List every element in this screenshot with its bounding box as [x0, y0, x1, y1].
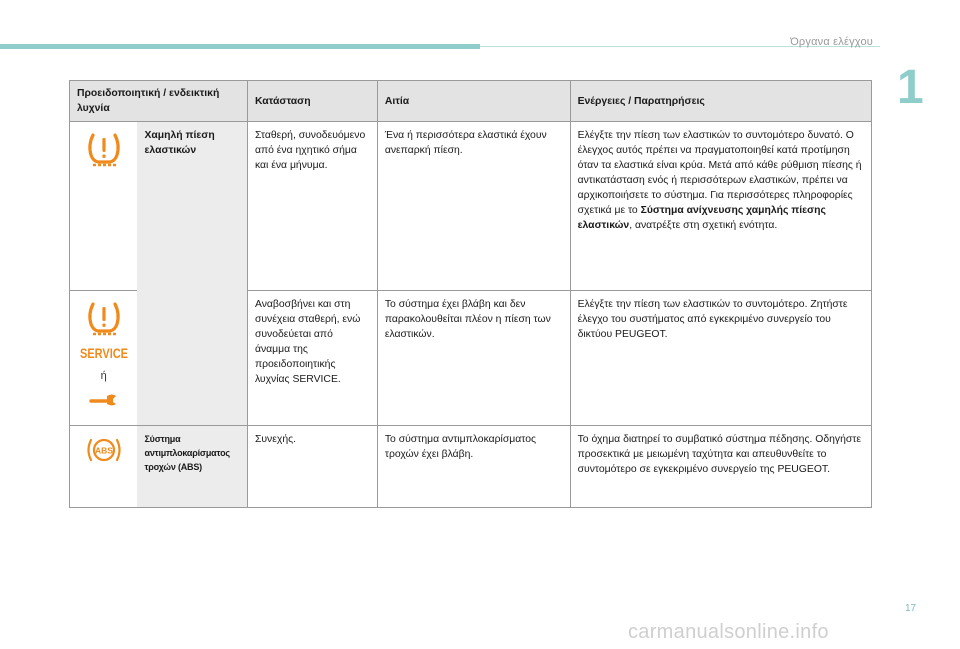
- cause-cell: Το σύστημα αντιμπλοκαρίσματος τροχών έχει βλάβη.: [377, 426, 570, 508]
- lamp-icon-cell: [70, 426, 138, 508]
- lamp-icon-cell: [70, 291, 138, 426]
- state-cell: Αναβοσβήνει και στη συνέχεια σταθερή, ενώ συνοδεύεται από άναμμα της προειδοποιητικής λυχνίας SERVICE.: [247, 291, 377, 426]
- action-text: Ελέγξτε την πίεση των ελαστικών το συντομότερο δυνατό. Ο έλεγχος αυτός πρέπει να πραγματοποιηθεί κατά προτίμηση όταν τα ελαστικά είναι κρύα. Μετά από κάθε ρύθμιση πίεσης ή αντικατάσταση ενός ή περισσότερων ελαστικών, πρέπει να αρχικοποιήσετε το σύστημα. Για περισσότερες πληροφορίες σχετικά με το: [577, 130, 862, 216]
- warning-lamps-table: [69, 80, 872, 508]
- column-header-cause: Αιτία: [377, 81, 570, 122]
- page-number: 17: [905, 603, 917, 614]
- or-label: ή: [100, 370, 107, 382]
- tire-pressure-warning-icon: [87, 132, 121, 168]
- watermark: carmanualsonline.info: [628, 621, 829, 643]
- action-cell: Ελέγξτε την πίεση των ελαστικών το συντομότερο. Ζητήστε έλεγχο του συστήματος από εγκεκριμένο συνεργείο του δικτύου PEUGEOT.: [570, 291, 871, 426]
- action-cell: Το όχημα διατηρεί το συμβατικό σύστημα πέδησης. Οδηγήστε προσεκτικά με μειωμένη ταχύτητα και απευθυνθείτε το συντομότερο σε εγκεκριμένο συνεργείο της PEUGEOT.: [570, 426, 871, 508]
- cause-cell: Ένα ή περισσότερα ελαστικά έχουν ανεπαρκή πίεση.: [377, 122, 570, 291]
- action-cell: [570, 122, 871, 291]
- table-row: [70, 122, 872, 291]
- column-header-state: Κατάσταση: [247, 81, 377, 122]
- abs-icon-text: ABS: [94, 445, 113, 456]
- service-warning-icon: [79, 345, 129, 361]
- section-title: Όργανα ελέγχου: [790, 36, 873, 48]
- cause-cell: Το σύστημα έχει βλάβη και δεν παρακολουθείται πλέον η πίεση των ελαστικών.: [377, 291, 570, 426]
- chapter-number: 1: [897, 61, 924, 114]
- action-tail-text: , ανατρέξτε στη σχετική ενότητα.: [629, 220, 778, 231]
- abs-warning-icon: [86, 436, 122, 464]
- action-link-text: Σύστημα ανίχνευσης χαμηλής πίεσης ελαστικών: [577, 205, 826, 231]
- lamp-icon-cell: [70, 122, 138, 291]
- table-header-row: [70, 81, 872, 122]
- column-header-actions: Ενέργειες / Παρατηρήσεις: [570, 81, 871, 122]
- wrench-icon: [89, 392, 119, 406]
- lamp-name-cell: Χαμηλή πίεση ελαστικών: [137, 122, 247, 426]
- tire-pressure-warning-icon: [87, 301, 121, 337]
- state-cell: Σταθερή, συνοδευόμενο από ένα ηχητικό σήμα και ένα μήνυμα.: [247, 122, 377, 291]
- table-row: [70, 426, 872, 508]
- state-cell: Συνεχής.: [247, 426, 377, 508]
- column-header-lamp: Προειδοποιητική / ενδεικτική λυχνία: [70, 81, 248, 122]
- header-accent-bar: [0, 44, 480, 49]
- service-label: SERVICE: [79, 345, 128, 361]
- lamp-name-cell: Σύστημα αντιμπλοκαρίσματος τροχών (ABS): [137, 426, 247, 508]
